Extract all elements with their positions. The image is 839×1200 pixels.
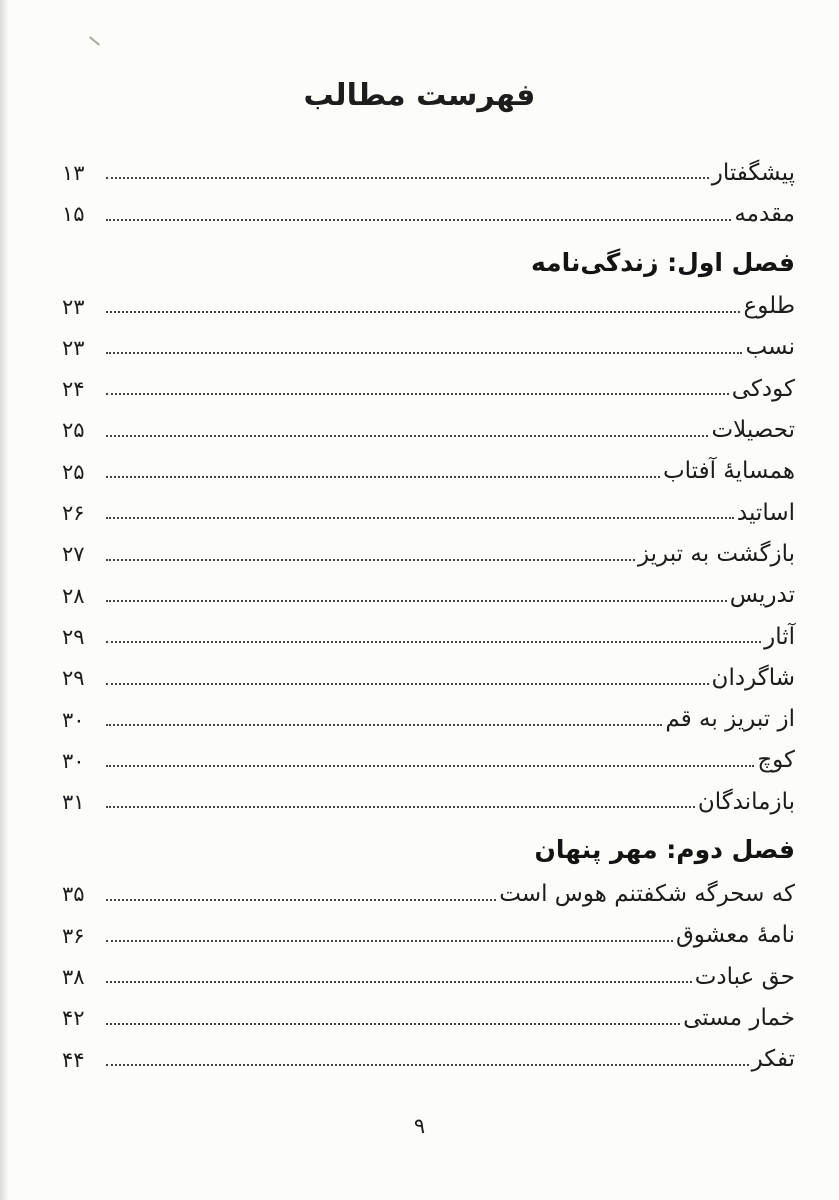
toc-entry-page-number: ۲۹ <box>62 624 85 649</box>
toc-entry <box>62 280 795 321</box>
toc-entry <box>62 362 795 403</box>
toc-entry <box>62 775 795 816</box>
toc-entry-label: شاگردان <box>711 664 795 691</box>
toc-entry <box>62 610 795 651</box>
toc-entry-label: نامهٔ معشوق <box>675 922 795 949</box>
toc-entry-label: از تبریز به قم <box>665 706 795 733</box>
toc-entry-label: آثار <box>764 623 795 650</box>
toc-entry <box>62 527 795 568</box>
toc-entry-page-number: ۲۵ <box>62 418 85 443</box>
dotted-leader <box>106 476 660 478</box>
dotted-leader <box>106 352 742 354</box>
toc-entry-page-number: ۳۵ <box>62 882 85 907</box>
toc-entry-label: کودکی <box>731 375 795 402</box>
dotted-leader <box>106 219 731 221</box>
toc-entry-label: اساتید <box>736 499 795 526</box>
toc-entry-label: حق عبادت <box>694 963 795 990</box>
dotted-leader <box>106 683 709 685</box>
toc-entry-page-number: ۴۴ <box>62 1047 85 1072</box>
dotted-leader <box>106 981 692 983</box>
toc-entry-page-number: ۲۸ <box>62 583 85 608</box>
toc-entry-page-number: ۳۰ <box>62 748 85 773</box>
toc-entry <box>62 146 795 187</box>
toc-entry-label: خمار مستی <box>683 1004 795 1031</box>
toc-entry-label: نسب <box>745 334 795 361</box>
dotted-leader <box>106 1023 680 1025</box>
toc-entry-page-number: ۲۴ <box>62 377 85 402</box>
dotted-leader <box>106 177 709 179</box>
toc-entry-label: تدریس <box>729 582 795 609</box>
scan-edge-shadow <box>0 0 9 1200</box>
toc-entry <box>62 321 795 362</box>
chapter-heading-label: فصل اول: زندگی‌نامه <box>531 247 795 277</box>
toc-entry <box>62 187 795 228</box>
toc-entry <box>62 445 795 486</box>
chapter-heading-label: فصل دوم: مهر پنهان <box>534 835 795 865</box>
toc-entry <box>62 569 795 610</box>
toc-entry <box>62 1033 795 1074</box>
toc-entry-label: همسایهٔ آفتاب <box>663 458 795 485</box>
toc-entry-page-number: ۲۹ <box>62 666 85 691</box>
toc-entry-page-number: ۲۳ <box>62 335 85 360</box>
toc-entry-page-number: ۱۵ <box>62 202 85 227</box>
page-title: فهرست مطالب <box>303 78 536 113</box>
dotted-leader <box>106 600 727 602</box>
dotted-leader <box>106 765 754 767</box>
toc-entry <box>62 403 795 444</box>
dotted-leader <box>106 940 673 942</box>
toc-entry-label: تفکر <box>751 1046 795 1073</box>
toc-entry-page-number: ۲۳ <box>62 294 85 319</box>
toc-entry-page-number: ۱۳ <box>62 161 85 185</box>
toc-entry-label: که سحرگه شکفتنم هوس است <box>499 881 795 907</box>
toc-entry-label: پیشگفتار <box>711 159 795 186</box>
toc-entry-label: کوچ <box>757 747 795 774</box>
toc-entry-page-number: ۳۱ <box>62 790 85 815</box>
toc-entry-label: مقدمه <box>734 200 795 227</box>
toc-entry <box>62 867 795 908</box>
toc-entry-page-number: ۳۸ <box>62 965 85 990</box>
toc-entry-label: بازگشت به تبریز <box>637 540 795 567</box>
dotted-leader <box>106 1064 749 1066</box>
footer-page-number: ۹ <box>413 1114 426 1138</box>
toc-entry-page-number: ۴۲ <box>62 1006 85 1031</box>
toc-entry <box>62 909 795 950</box>
toc-entry-page-number: ۳۰ <box>62 707 85 732</box>
toc-entry <box>62 950 795 991</box>
chapter-heading <box>62 816 795 867</box>
dotted-leader <box>106 806 695 808</box>
dotted-leader <box>106 435 708 437</box>
toc-entry <box>62 486 795 527</box>
toc-entry-label: تحصیلات <box>711 417 795 444</box>
dotted-leader <box>106 393 729 395</box>
toc-entry <box>62 991 795 1032</box>
toc-entry <box>62 734 795 775</box>
toc-entry <box>62 651 795 692</box>
toc-entry <box>62 693 795 734</box>
toc-entry-label: طلوع <box>743 293 795 320</box>
dotted-leader <box>106 311 740 313</box>
dotted-leader <box>106 899 496 901</box>
dotted-leader <box>106 517 734 519</box>
dotted-leader <box>106 724 662 726</box>
toc-entry-page-number: ۳۶ <box>62 923 85 948</box>
dotted-leader <box>106 641 761 643</box>
toc-entry-page-number: ۲۵ <box>62 459 85 484</box>
chapter-heading <box>62 229 795 280</box>
dotted-leader <box>106 559 635 561</box>
toc-entry-label: بازماندگان <box>697 788 795 815</box>
toc-entry-page-number: ۲۷ <box>62 542 85 567</box>
toc-entry-page-number: ۲۶ <box>62 501 85 526</box>
table-of-contents <box>0 114 839 1074</box>
